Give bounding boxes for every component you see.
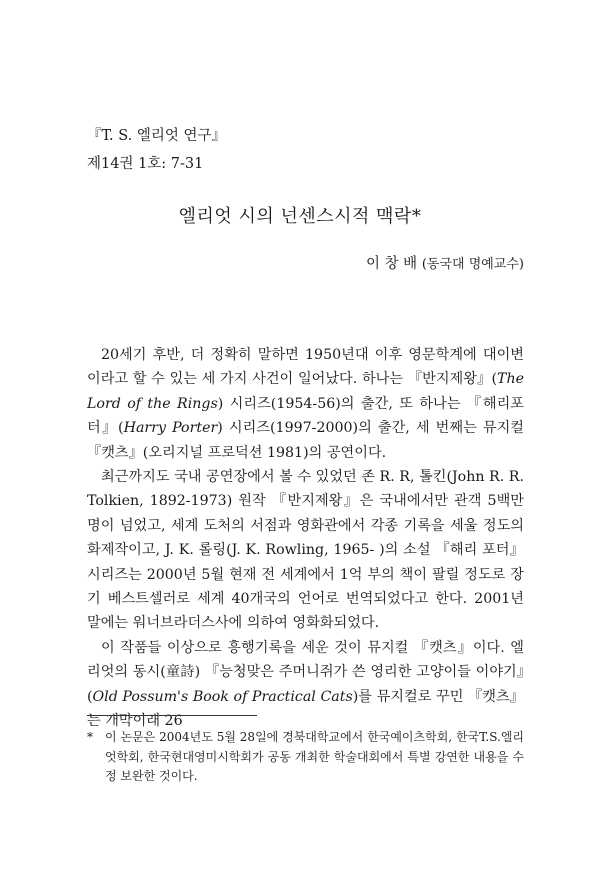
author-line [366,252,524,273]
paragraph-3 [87,636,524,734]
text-run: )를 뮤지컬로 꾸민 『캣츠』는 개막이래 26 [87,688,524,730]
body-text [87,343,524,734]
italic-title: Harry Porter [123,420,218,437]
text-run: 20세기 후반, 더 정확히 말하면 1950년대 이후 영문학계에 대이변이라고 할 수 있는 세 가지 사건이 일어났다. 하나는 『반지제왕』( [87,347,524,388]
footnote-divider [87,715,257,716]
italic-title: Old Possum's Book of Practical Cats [92,688,353,705]
journal-name: 『T. S. 엘리엇 연구』 [87,128,227,144]
journal-volume: 제14권 1호: 7-31 [87,156,204,172]
paragraph-2 [87,465,524,636]
text-run: 이 작품들 이상으로 흥행기록을 세운 것이 뮤지컬 『캣츠』이다. 엘리엇의 동시(童詩) 『능청맞은 주머니쥐가 쓴 영리한 고양이들 이야기』( [87,639,524,705]
text-run: 최근까지도 국내 공연장에서 볼 수 있었던 존 R. R, 톨킨(John R. R. Tolkien, 1892-1973) 원작 『반지제왕』은 국내에서만 관객 5백만 명이 넘었고, 세계 도처의 서점과 영화관에서 각종 기록을 세울 정도의 화제작이고, J. K. 롤링(J. K. Rowling, 1965- )의 소설 『해리 포터』 시리즈는 2000년 5월 현재 전 세계에서 1억 부의 책이 팔릴 정도로 장기 베스트셀러로 세계 40개국의 언어로 번역되었다고 한다. 2001년 말에는 워너브라더스사에 의하여 영화화되었다. [87,469,524,632]
text-run: ) 시리즈(1954-56)의 출간, 또 하나는 『해리포터』( [87,395,524,437]
author-affiliation: (동국대 명예교수) [421,257,524,272]
paragraph-1 [87,343,524,465]
text-run: ) 시리즈(1997-2000)의 출간, 세 번째는 뮤지컬 『캣츠』(오리지널 프로덕션 1981)의 공연이다. [87,420,524,461]
footnote [87,728,524,787]
footnote-text: 이 논문은 2004년도 5월 28일에 경북대학교에서 한국예이츠학회, 한국T.S.엘리엇학회, 한국현대영미시학회가 공동 개최한 학술대회에서 특별 강연한 내용을 수정 보완한 것이다. [105,730,524,784]
footnote-mark: * [87,730,93,744]
article-title: 엘리엇 시의 넌센스시적 맥락* [178,206,422,227]
author-name: 이 창 배 [365,256,418,272]
italic-title: The Lord of the Rings [87,371,524,412]
journal-header [87,122,226,178]
